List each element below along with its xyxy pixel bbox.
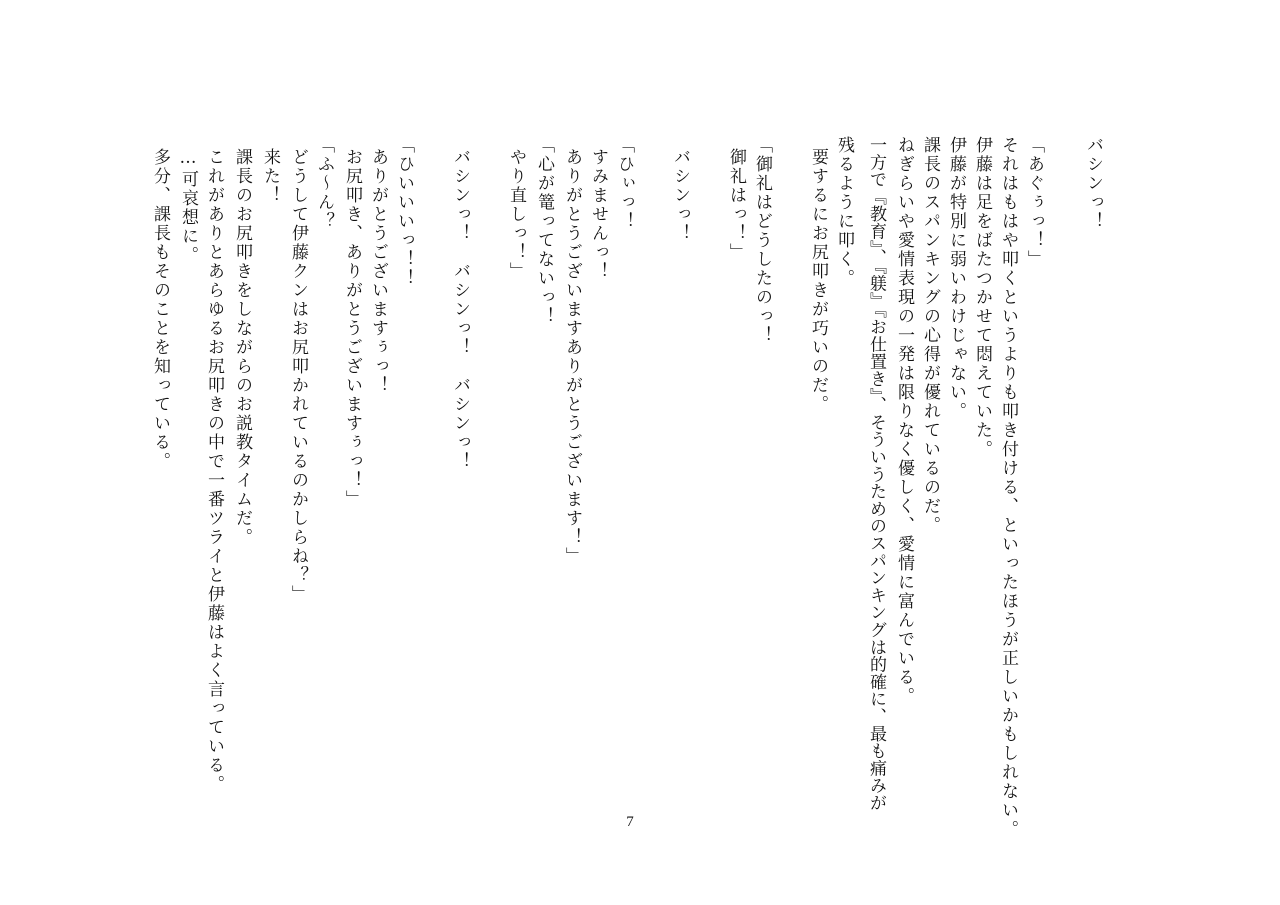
text-line: それはもはや叩くというよりも叩き付ける、といったほうが正しいかもしれない。: [998, 136, 1018, 839]
text-line: お尻叩き、ありがとうございますぅっ！」: [342, 148, 362, 509]
text-line: 「あぐぅっ！」: [1024, 136, 1044, 269]
text-line: これがありとあらゆるお尻叩きの中で一番ツライと伊藤はよく言っている。: [204, 148, 224, 794]
text-line: 伊藤は足をばたつかせて悶えていた。: [972, 136, 992, 459]
text-line: 「ひいいいっ！！: [394, 136, 414, 288]
text-line: 多分、課長もそのことを知っている。: [150, 148, 170, 471]
text-line: バシンっ！ バシンっ！ バシンっ！: [450, 148, 470, 471]
text-line: どうして伊藤クンはお尻叩かれているのかしらね？」: [288, 148, 308, 604]
text-line: バシンっ！: [670, 148, 690, 243]
text-line: 御礼はっ！」: [726, 148, 746, 262]
text-line: バシンっ！: [1083, 136, 1103, 231]
text-line: 「心が篭ってないっ！: [534, 136, 554, 326]
text-line: ねぎらいや愛情表現の一発は限りなく優しく、愛情に富んでいる。: [894, 136, 914, 706]
text-line: 残るように叩く。: [834, 136, 854, 288]
text-line: ありがとうございますありがとうございます！」: [562, 148, 582, 566]
text-line: ありがとうございますぅっ！: [368, 148, 388, 395]
text-line: 伊藤が特別に弱いわけじゃない。: [946, 136, 966, 421]
text-line: やり直しっ！」: [506, 148, 526, 281]
text-line: 課長のスパンキングの心得が優れているのだ。: [920, 136, 940, 535]
text-line: 来た！: [260, 148, 280, 205]
text-line: すみませんっ！: [588, 148, 608, 281]
text-line: 課長のお尻叩きをしながらのお説教タイムだ。: [232, 148, 252, 547]
text-line: …可哀想に。: [178, 148, 198, 265]
page-number: 7: [626, 814, 634, 830]
text-line: 要するにお尻叩きが巧いのだ。: [808, 148, 828, 414]
text-line: 一方で『教育』、『躾』『お仕置き』、そういうためのスパンキングは的確に、最も痛みが: [866, 136, 886, 812]
text-line: 「御礼はどうしたのっ！: [752, 136, 772, 345]
text-line: 「ひぃっ！: [614, 136, 634, 231]
text-line: 「ふ～ん？: [314, 136, 334, 231]
